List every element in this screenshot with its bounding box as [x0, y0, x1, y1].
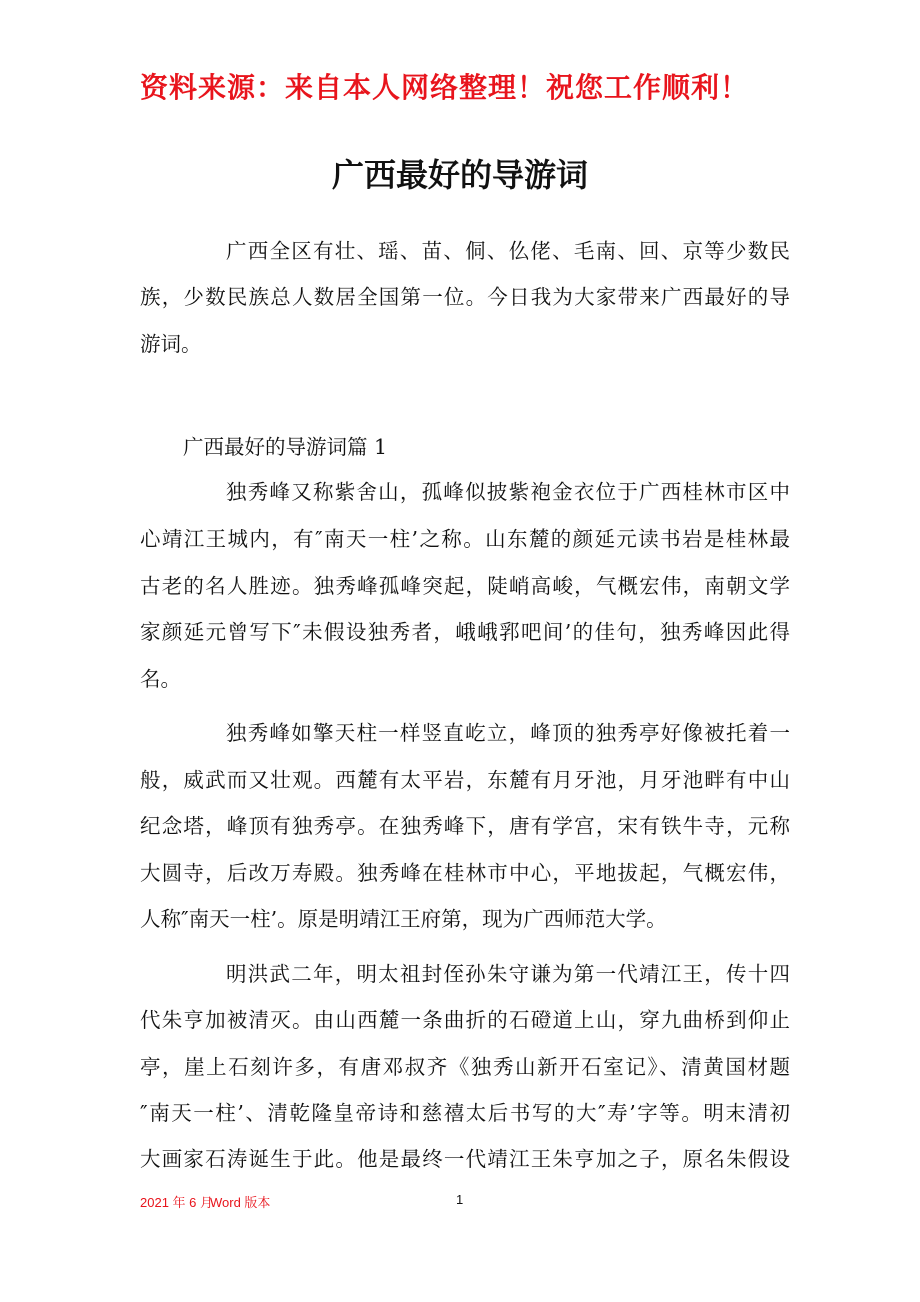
footer-date: 2021 年 6 月 — [140, 1195, 213, 1210]
paragraph-line: 明洪武二年，明太祖封侄孙朱守谦为第一代靖江王，传十四 — [226, 962, 790, 986]
paragraph-line: 大画家石涛诞生于此。他是最终一代靖江王朱亨加之子，原名朱假设 — [140, 1147, 790, 1171]
paragraph-line: 名。 — [140, 667, 181, 691]
intro-line: 游词。 — [140, 332, 202, 356]
paragraph-line: 代朱亨加被清灭。由山西麓一条曲折的石磴道上山，穿九曲桥到仰止 — [140, 1008, 790, 1032]
footer-version: Word 版本 — [210, 1195, 271, 1210]
intro-line: 广西全区有壮、瑶、苗、侗、仫佬、毛南、回、京等少数民 — [226, 239, 790, 263]
paragraph-line: 亭，崖上石刻许多，有唐邓叔齐《独秀山新开石室记》、清黄国材题 — [140, 1055, 790, 1079]
document-title: 广西最好的导游词 — [331, 156, 588, 194]
page-number: 1 — [456, 1192, 464, 1207]
paragraph-line: ″南天一柱’、清乾隆皇帝诗和慈禧太后书写的大″寿’字等。明末清初 — [140, 1101, 790, 1125]
paragraph-line: 古老的名人胜迹。独秀峰孤峰突起，陡峭高峻，气概宏伟，南朝文学 — [140, 574, 790, 598]
paragraph-line: 大圆寺，后改万寿殿。独秀峰在桂林市中心，平地拔起，气概宏伟， — [140, 861, 790, 885]
paragraph-line: 家颜延元曾写下″未假设独秀者，峨峨郛吧间’的佳句，独秀峰因此得 — [140, 620, 790, 644]
paragraph-line: 心靖江王城内，有″南天一柱’之称。山东麓的颜延元读书岩是桂林最 — [140, 527, 790, 551]
paragraph-line: 独秀峰又称紫舍山，孤峰似披紫袍金衣位于广西桂林市区中 — [226, 480, 790, 504]
intro-line: 族，少数民族总人数居全国第一位。今日我为大家带来广西最好的导 — [140, 285, 790, 309]
paragraph-line: 人称″南天一柱’。原是明靖江王府第，现为广西师范大学。 — [140, 907, 667, 931]
paragraph-line: 独秀峰如擎天柱一样竖直屹立，峰顶的独秀亭好像被托着一 — [226, 721, 790, 745]
source-banner: 资料来源：来自本人网络整理！祝您工作顺利！ — [140, 71, 750, 104]
section-heading: 广西最好的导游词篇 1 — [183, 435, 388, 459]
paragraph-line: 般，威武而又壮观。西麓有太平岩，东麓有月牙池，月牙池畔有中山 — [140, 768, 790, 792]
paragraph-line: 纪念塔，峰顶有独秀亭。在独秀峰下，唐有学宫，宋有铁牛寺，元称 — [140, 814, 790, 838]
